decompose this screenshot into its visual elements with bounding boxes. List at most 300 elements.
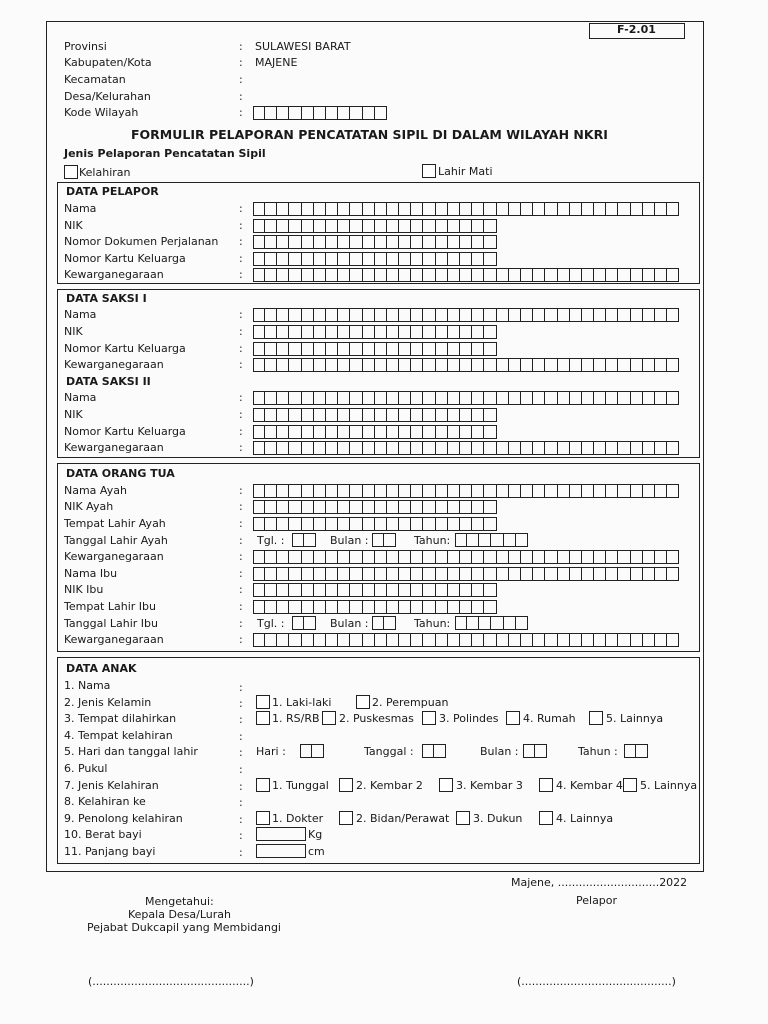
char-box-cell[interactable] [448, 441, 460, 455]
char-box-cell[interactable] [484, 391, 496, 405]
char-box-cell[interactable] [363, 252, 375, 266]
char-box-cell[interactable] [655, 484, 667, 498]
char-box-cell[interactable] [411, 219, 423, 233]
char-box-cell[interactable] [643, 633, 655, 647]
char-box-cell[interactable] [521, 308, 533, 322]
char-box-cell[interactable] [277, 550, 289, 564]
char-box-cell[interactable] [314, 550, 326, 564]
char-box-cell[interactable] [423, 567, 435, 581]
char-box-cell[interactable] [265, 425, 277, 439]
char-box-cell[interactable] [484, 500, 496, 514]
ortu-tempat-ibu-boxes[interactable] [253, 600, 497, 613]
char-box-cell[interactable] [606, 441, 618, 455]
char-box-cell[interactable] [594, 358, 606, 372]
checkbox-kembar-2[interactable] [339, 778, 353, 792]
char-box-cell[interactable] [479, 616, 491, 630]
char-box-cell[interactable] [304, 616, 316, 630]
char-box-cell[interactable] [350, 268, 362, 282]
char-box-cell[interactable] [643, 550, 655, 564]
char-box-cell[interactable] [253, 106, 265, 120]
char-box-cell[interactable] [497, 268, 509, 282]
char-box-cell[interactable] [384, 616, 396, 630]
char-box-cell[interactable] [558, 358, 570, 372]
char-box-cell[interactable] [265, 600, 277, 614]
char-box-cell[interactable] [363, 219, 375, 233]
char-box-cell[interactable] [436, 219, 448, 233]
char-box-cell[interactable] [497, 202, 509, 216]
char-box-cell[interactable] [594, 268, 606, 282]
char-box-cell[interactable] [375, 268, 387, 282]
char-box-cell[interactable] [472, 550, 484, 564]
char-box-cell[interactable] [253, 202, 265, 216]
char-box-cell[interactable] [436, 583, 448, 597]
char-box-cell[interactable] [516, 533, 528, 547]
checkbox-polindes[interactable] [422, 711, 436, 725]
char-box-cell[interactable] [436, 235, 448, 249]
char-box-cell[interactable] [422, 744, 434, 758]
char-box-cell[interactable] [314, 567, 326, 581]
checkbox-bidan[interactable] [339, 811, 353, 825]
char-box-cell[interactable] [472, 600, 484, 614]
char-box-cell[interactable] [570, 550, 582, 564]
char-box-cell[interactable] [302, 308, 314, 322]
char-box-cell[interactable] [521, 550, 533, 564]
char-box-cell[interactable] [509, 268, 521, 282]
char-box-cell[interactable] [314, 633, 326, 647]
char-box-cell[interactable] [350, 202, 362, 216]
char-box-cell[interactable] [667, 484, 679, 498]
char-box-cell[interactable] [302, 219, 314, 233]
char-box-cell[interactable] [314, 600, 326, 614]
char-box-cell[interactable] [289, 358, 301, 372]
char-box-cell[interactable] [302, 633, 314, 647]
char-box-cell[interactable] [521, 567, 533, 581]
char-box-cell[interactable] [265, 633, 277, 647]
char-box-cell[interactable] [545, 484, 557, 498]
char-box-cell[interactable] [326, 202, 338, 216]
char-box-cell[interactable] [375, 441, 387, 455]
char-box-cell[interactable] [624, 744, 636, 758]
char-box-cell[interactable] [350, 425, 362, 439]
char-box-cell[interactable] [448, 500, 460, 514]
char-box-cell[interactable] [387, 567, 399, 581]
char-box-cell[interactable] [314, 441, 326, 455]
char-box-cell[interactable] [350, 358, 362, 372]
char-box-cell[interactable] [277, 633, 289, 647]
char-box-cell[interactable] [326, 517, 338, 531]
char-box-cell[interactable] [411, 441, 423, 455]
char-box-cell[interactable] [302, 517, 314, 531]
char-box-cell[interactable] [455, 533, 467, 547]
char-box-cell[interactable] [448, 567, 460, 581]
char-box-cell[interactable] [618, 550, 630, 564]
char-box-cell[interactable] [423, 202, 435, 216]
ortu-kwn-ibu-boxes[interactable] [253, 633, 679, 646]
char-box-cell[interactable] [338, 219, 350, 233]
char-box-cell[interactable] [387, 202, 399, 216]
char-box-cell[interactable] [314, 219, 326, 233]
char-box-cell[interactable] [375, 550, 387, 564]
char-box-cell[interactable] [472, 235, 484, 249]
char-box-cell[interactable] [558, 391, 570, 405]
char-box-cell[interactable] [545, 308, 557, 322]
saksi2-kk-boxes[interactable] [253, 425, 497, 438]
char-box-cell[interactable] [399, 202, 411, 216]
char-box-cell[interactable] [289, 550, 301, 564]
checkbox-kelahiran[interactable] [64, 165, 78, 179]
char-box-cell[interactable] [302, 202, 314, 216]
char-box-cell[interactable] [338, 308, 350, 322]
char-box-cell[interactable] [375, 633, 387, 647]
char-box-cell[interactable] [582, 358, 594, 372]
char-box-cell[interactable] [460, 235, 472, 249]
char-box-cell[interactable] [655, 391, 667, 405]
char-box-cell[interactable] [448, 252, 460, 266]
char-box-cell[interactable] [655, 202, 667, 216]
char-box-cell[interactable] [265, 219, 277, 233]
char-box-cell[interactable] [484, 633, 496, 647]
char-box-cell[interactable] [643, 268, 655, 282]
char-box-cell[interactable] [411, 633, 423, 647]
char-box-cell[interactable] [302, 441, 314, 455]
char-box-cell[interactable] [509, 308, 521, 322]
char-box-cell[interactable] [521, 484, 533, 498]
char-box-cell[interactable] [277, 308, 289, 322]
char-box-cell[interactable] [253, 325, 265, 339]
char-box-cell[interactable] [302, 425, 314, 439]
char-box-cell[interactable] [387, 484, 399, 498]
char-box-cell[interactable] [533, 550, 545, 564]
char-box-cell[interactable] [253, 308, 265, 322]
char-box-cell[interactable] [484, 202, 496, 216]
char-box-cell[interactable] [277, 567, 289, 581]
char-box-cell[interactable] [509, 391, 521, 405]
panjang-bayi-input[interactable] [256, 844, 306, 858]
char-box-cell[interactable] [338, 358, 350, 372]
char-box-cell[interactable] [289, 600, 301, 614]
char-box-cell[interactable] [399, 583, 411, 597]
char-box-cell[interactable] [643, 358, 655, 372]
char-box-cell[interactable] [460, 500, 472, 514]
char-box-cell[interactable] [338, 633, 350, 647]
char-box-cell[interactable] [350, 106, 362, 120]
char-box-cell[interactable] [643, 441, 655, 455]
ibu-tahun-boxes[interactable] [455, 616, 528, 629]
checkbox-laki-laki[interactable] [256, 695, 270, 709]
char-box-cell[interactable] [277, 517, 289, 531]
char-box-cell[interactable] [545, 441, 557, 455]
char-box-cell[interactable] [289, 202, 301, 216]
char-box-cell[interactable] [326, 567, 338, 581]
char-box-cell[interactable] [472, 219, 484, 233]
char-box-cell[interactable] [533, 441, 545, 455]
char-box-cell[interactable] [399, 550, 411, 564]
char-box-cell[interactable] [375, 325, 387, 339]
char-box-cell[interactable] [436, 408, 448, 422]
char-box-cell[interactable] [667, 550, 679, 564]
char-box-cell[interactable] [558, 308, 570, 322]
saksi2-nik-boxes[interactable] [253, 408, 497, 421]
char-box-cell[interactable] [618, 484, 630, 498]
char-box-cell[interactable] [375, 500, 387, 514]
char-box-cell[interactable] [277, 484, 289, 498]
char-box-cell[interactable] [411, 550, 423, 564]
char-box-cell[interactable] [253, 583, 265, 597]
char-box-cell[interactable] [326, 583, 338, 597]
char-box-cell[interactable] [448, 219, 460, 233]
char-box-cell[interactable] [289, 219, 301, 233]
char-box-cell[interactable] [484, 325, 496, 339]
char-box-cell[interactable] [594, 567, 606, 581]
char-box-cell[interactable] [265, 550, 277, 564]
char-box-cell[interactable] [399, 219, 411, 233]
char-box-cell[interactable] [302, 408, 314, 422]
char-box-cell[interactable] [399, 342, 411, 356]
char-box-cell[interactable] [411, 425, 423, 439]
char-box-cell[interactable] [521, 202, 533, 216]
char-box-cell[interactable] [304, 533, 316, 547]
char-box-cell[interactable] [570, 484, 582, 498]
char-box-cell[interactable] [277, 325, 289, 339]
char-box-cell[interactable] [472, 567, 484, 581]
char-box-cell[interactable] [491, 533, 503, 547]
char-box-cell[interactable] [570, 358, 582, 372]
ortu-nama-ayah-boxes[interactable] [253, 484, 679, 497]
char-box-cell[interactable] [338, 550, 350, 564]
char-box-cell[interactable] [448, 425, 460, 439]
char-box-cell[interactable] [350, 391, 362, 405]
char-box-cell[interactable] [460, 484, 472, 498]
kode-wilayah-boxes[interactable] [253, 106, 387, 119]
char-box-cell[interactable] [448, 633, 460, 647]
char-box-cell[interactable] [312, 744, 324, 758]
char-box-cell[interactable] [277, 600, 289, 614]
char-box-cell[interactable] [277, 425, 289, 439]
char-box-cell[interactable] [277, 235, 289, 249]
char-box-cell[interactable] [363, 308, 375, 322]
saksi1-nama-boxes[interactable] [253, 308, 679, 321]
char-box-cell[interactable] [655, 268, 667, 282]
char-box-cell[interactable] [558, 567, 570, 581]
char-box-cell[interactable] [326, 484, 338, 498]
char-box-cell[interactable] [423, 500, 435, 514]
char-box-cell[interactable] [618, 358, 630, 372]
char-box-cell[interactable] [472, 408, 484, 422]
char-box-cell[interactable] [497, 550, 509, 564]
char-box-cell[interactable] [363, 325, 375, 339]
char-box-cell[interactable] [399, 325, 411, 339]
char-box-cell[interactable] [618, 308, 630, 322]
char-box-cell[interactable] [545, 202, 557, 216]
char-box-cell[interactable] [302, 268, 314, 282]
char-box-cell[interactable] [423, 235, 435, 249]
char-box-cell[interactable] [533, 202, 545, 216]
char-box-cell[interactable] [497, 441, 509, 455]
char-box-cell[interactable] [375, 252, 387, 266]
char-box-cell[interactable] [399, 391, 411, 405]
char-box-cell[interactable] [253, 633, 265, 647]
char-box-cell[interactable] [460, 308, 472, 322]
char-box-cell[interactable] [472, 268, 484, 282]
char-box-cell[interactable] [448, 268, 460, 282]
hari-boxes[interactable] [300, 744, 324, 757]
char-box-cell[interactable] [472, 308, 484, 322]
char-box-cell[interactable] [570, 268, 582, 282]
char-box-cell[interactable] [509, 202, 521, 216]
char-box-cell[interactable] [326, 441, 338, 455]
char-box-cell[interactable] [509, 358, 521, 372]
char-box-cell[interactable] [655, 441, 667, 455]
char-box-cell[interactable] [423, 425, 435, 439]
char-box-cell[interactable] [667, 633, 679, 647]
char-box-cell[interactable] [387, 550, 399, 564]
char-box-cell[interactable] [594, 202, 606, 216]
char-box-cell[interactable] [302, 600, 314, 614]
char-box-cell[interactable] [558, 550, 570, 564]
char-box-cell[interactable] [300, 744, 312, 758]
char-box-cell[interactable] [582, 202, 594, 216]
char-box-cell[interactable] [375, 342, 387, 356]
char-box-cell[interactable] [338, 391, 350, 405]
char-box-cell[interactable] [314, 500, 326, 514]
char-box-cell[interactable] [411, 600, 423, 614]
char-box-cell[interactable] [350, 600, 362, 614]
char-box-cell[interactable] [338, 425, 350, 439]
char-box-cell[interactable] [667, 567, 679, 581]
char-box-cell[interactable] [436, 202, 448, 216]
char-box-cell[interactable] [436, 517, 448, 531]
char-box-cell[interactable] [363, 235, 375, 249]
saksi1-kk-boxes[interactable] [253, 342, 497, 355]
char-box-cell[interactable] [302, 484, 314, 498]
char-box-cell[interactable] [472, 358, 484, 372]
char-box-cell[interactable] [265, 567, 277, 581]
char-box-cell[interactable] [302, 106, 314, 120]
char-box-cell[interactable] [582, 268, 594, 282]
char-box-cell[interactable] [289, 567, 301, 581]
char-box-cell[interactable] [253, 500, 265, 514]
char-box-cell[interactable] [289, 583, 301, 597]
char-box-cell[interactable] [326, 391, 338, 405]
char-box-cell[interactable] [460, 517, 472, 531]
char-box-cell[interactable] [436, 391, 448, 405]
char-box-cell[interactable] [618, 567, 630, 581]
char-box-cell[interactable] [509, 567, 521, 581]
char-box-cell[interactable] [411, 517, 423, 531]
char-box-cell[interactable] [363, 550, 375, 564]
char-box-cell[interactable] [387, 517, 399, 531]
char-box-cell[interactable] [265, 408, 277, 422]
char-box-cell[interactable] [606, 358, 618, 372]
char-box-cell[interactable] [399, 500, 411, 514]
checkbox-perempuan[interactable] [356, 695, 370, 709]
char-box-cell[interactable] [467, 533, 479, 547]
char-box-cell[interactable] [460, 633, 472, 647]
char-box-cell[interactable] [455, 616, 467, 630]
char-box-cell[interactable] [460, 441, 472, 455]
char-box-cell[interactable] [387, 252, 399, 266]
char-box-cell[interactable] [509, 633, 521, 647]
char-box-cell[interactable] [387, 441, 399, 455]
char-box-cell[interactable] [253, 342, 265, 356]
char-box-cell[interactable] [253, 268, 265, 282]
char-box-cell[interactable] [606, 550, 618, 564]
char-box-cell[interactable] [667, 202, 679, 216]
char-box-cell[interactable] [387, 308, 399, 322]
ortu-nik-ayah-boxes[interactable] [253, 500, 497, 513]
char-box-cell[interactable] [375, 408, 387, 422]
checkbox-rumah[interactable] [506, 711, 520, 725]
char-box-cell[interactable] [423, 600, 435, 614]
char-box-cell[interactable] [667, 308, 679, 322]
char-box-cell[interactable] [399, 517, 411, 531]
char-box-cell[interactable] [350, 325, 362, 339]
char-box-cell[interactable] [363, 567, 375, 581]
char-box-cell[interactable] [423, 358, 435, 372]
char-box-cell[interactable] [631, 441, 643, 455]
char-box-cell[interactable] [436, 342, 448, 356]
char-box-cell[interactable] [460, 219, 472, 233]
char-box-cell[interactable] [521, 268, 533, 282]
char-box-cell[interactable] [326, 358, 338, 372]
char-box-cell[interactable] [582, 391, 594, 405]
char-box-cell[interactable] [448, 583, 460, 597]
char-box-cell[interactable] [594, 441, 606, 455]
char-box-cell[interactable] [618, 202, 630, 216]
char-box-cell[interactable] [387, 408, 399, 422]
char-box-cell[interactable] [606, 567, 618, 581]
char-box-cell[interactable] [533, 391, 545, 405]
char-box-cell[interactable] [411, 252, 423, 266]
char-box-cell[interactable] [363, 633, 375, 647]
char-box-cell[interactable] [253, 567, 265, 581]
char-box-cell[interactable] [411, 391, 423, 405]
char-box-cell[interactable] [436, 500, 448, 514]
char-box-cell[interactable] [448, 484, 460, 498]
char-box-cell[interactable] [643, 391, 655, 405]
char-box-cell[interactable] [387, 391, 399, 405]
char-box-cell[interactable] [434, 744, 446, 758]
char-box-cell[interactable] [302, 342, 314, 356]
char-box-cell[interactable] [314, 325, 326, 339]
char-box-cell[interactable] [387, 633, 399, 647]
char-box-cell[interactable] [350, 484, 362, 498]
char-box-cell[interactable] [448, 517, 460, 531]
char-box-cell[interactable] [484, 517, 496, 531]
char-box-cell[interactable] [314, 583, 326, 597]
char-box-cell[interactable] [423, 408, 435, 422]
char-box-cell[interactable] [314, 358, 326, 372]
checkbox-jenis-lainnya[interactable] [623, 778, 637, 792]
char-box-cell[interactable] [399, 425, 411, 439]
char-box-cell[interactable] [375, 358, 387, 372]
char-box-cell[interactable] [497, 391, 509, 405]
char-box-cell[interactable] [436, 325, 448, 339]
char-box-cell[interactable] [423, 484, 435, 498]
char-box-cell[interactable] [363, 517, 375, 531]
char-box-cell[interactable] [472, 633, 484, 647]
char-box-cell[interactable] [472, 202, 484, 216]
char-box-cell[interactable] [338, 202, 350, 216]
char-box-cell[interactable] [363, 391, 375, 405]
char-box-cell[interactable] [643, 484, 655, 498]
char-box-cell[interactable] [363, 408, 375, 422]
char-box-cell[interactable] [384, 533, 396, 547]
char-box-cell[interactable] [484, 235, 496, 249]
char-box-cell[interactable] [521, 633, 533, 647]
char-box-cell[interactable] [338, 342, 350, 356]
char-box-cell[interactable] [460, 550, 472, 564]
